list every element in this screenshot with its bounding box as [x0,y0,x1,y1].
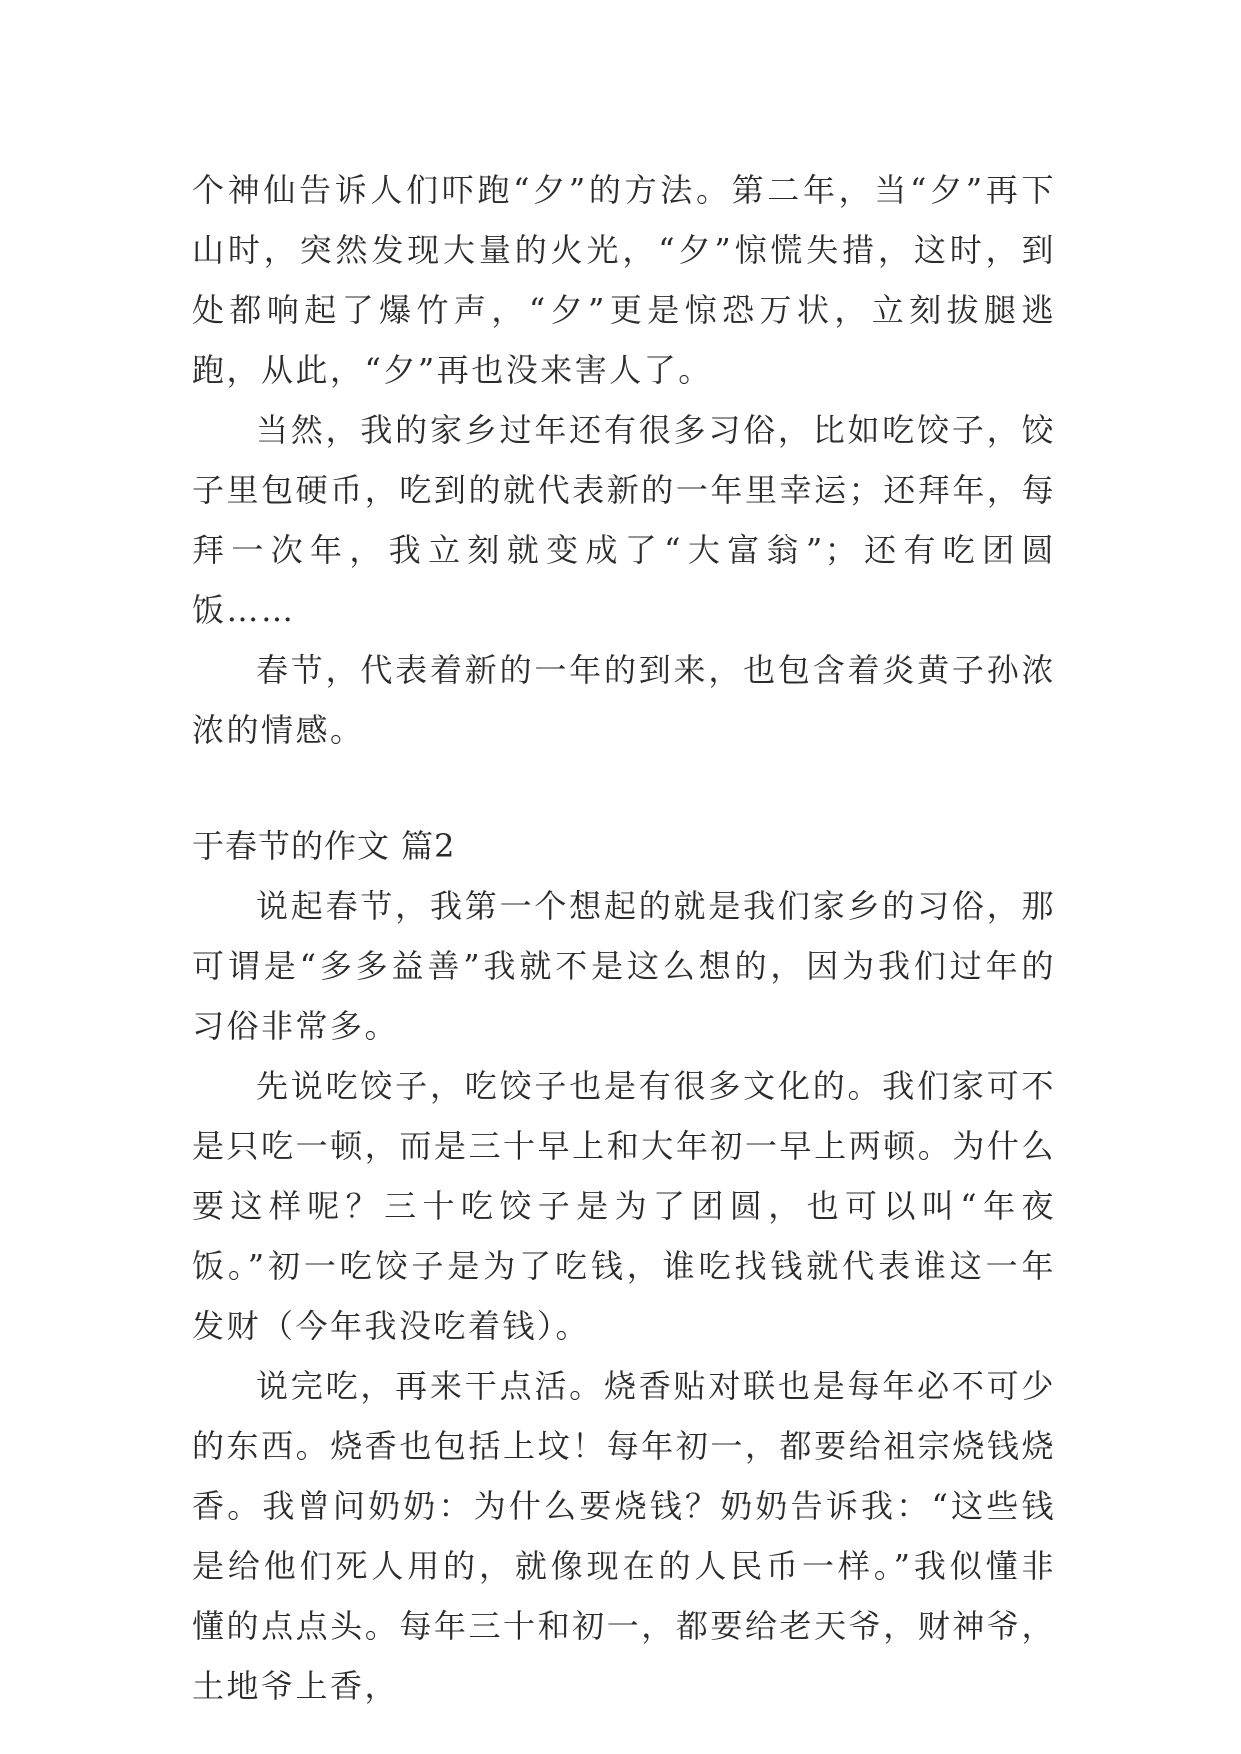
paragraph-conclusion: 春节，代表着新的一年的到来，也包含着炎黄子孙浓浓的情感。 [192,651,1056,749]
paragraph-customs: 当然，我的家乡过年还有很多习俗，比如吃饺子，饺子里包硬币，吃到的就代表新的一年里幸运；还拜年，每拜一次年，我立刻就变成了“大富翁”；还有吃团圆饭…… [192,411,1056,629]
section-title: 于春节的作文 篇2 [192,827,456,865]
paragraph-intro: 说起春节，我第一个想起的就是我们家乡的习俗，那可谓是“多多益善”我就不是这么想的，因为我们过年的习俗非常多。 [192,887,1056,1045]
document-body [192,160,1056,1716]
paragraph-continuation: 个神仙告诉人们吓跑“夕”的方法。第二年，当“夕”再下山时，突然发现大量的火光，“夕”惊慌失措，这时，到处都响起了爆竹声，“夕”更是惊恐万状，立刻拔腿逃跑，从此，“夕”再也没来害人了。 [192,171,1056,389]
paragraph-dumplings: 先说吃饺子，吃饺子也是有很多文化的。我们家可不是只吃一顿，而是三十早上和大年初一早上两顿。为什么要这样呢？三十吃饺子是为了团圆，也可以叫“年夜饭。”初一吃饺子是为了吃钱，谁吃找钱就代表谁这一年发财（今年我没吃着钱）。 [192,1067,1056,1345]
paragraph-incense: 说完吃，再来干点活。烧香贴对联也是每年必不可少的东西。烧香也包括上坟！每年初一，都要给祖宗烧钱烧香。我曾问奶奶：为什么要烧钱？奶奶告诉我：“这些钱是给他们死人用的，就像现在的人民币一样。”我似懂非懂的点点头。每年三十和初一，都要给老天爷，财神爷，土地爷上香， [192,1367,1056,1705]
